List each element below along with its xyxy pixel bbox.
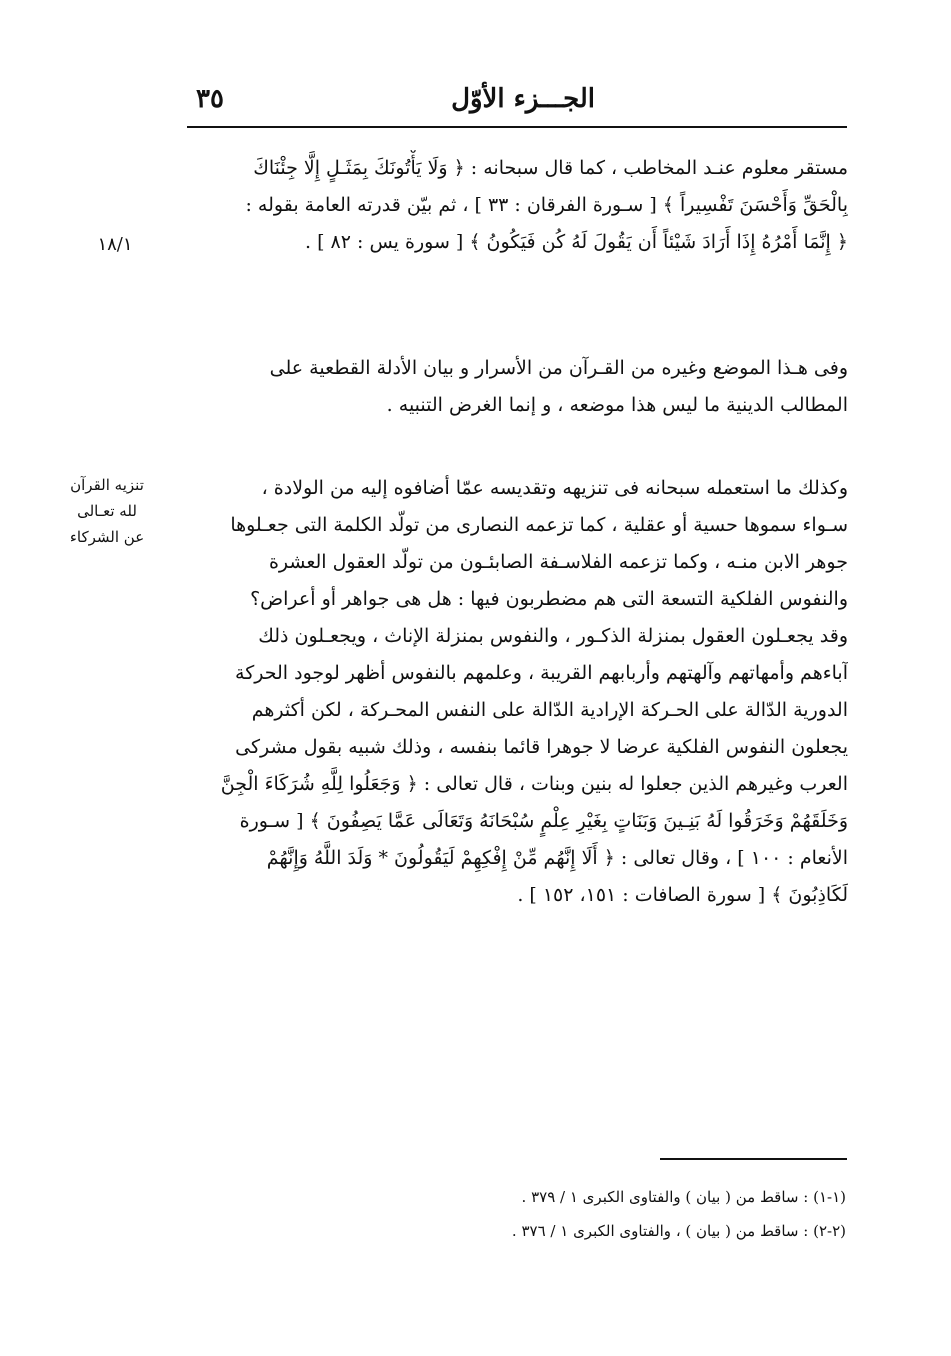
paragraph-2	[188, 350, 848, 424]
margin-note-reference: ١٨/١	[97, 234, 133, 255]
text-line: وَخَلَقَهُمْ وَخَرَقُوا لَهُ بَنِـينَ وَبَنَاتٍ بِغَيْرِ عِلْمٍ سُبْحَانَهُ وَتَعَالَى عَمَّا يَصِفُونَ ﴾ [ سـورة	[239, 810, 848, 832]
footnotes	[390, 1180, 846, 1248]
text-line: يجعلون النفوس الفلكية عرضا لا جوهرا قائما بنفسه ، وذلك شبيه بقول مشركى	[235, 736, 848, 758]
text-line: العرب وغيرهم الذين جعلوا له بنين وبنات ، قال تعالى : ﴿ وَجَعَلُوا لِلَّهِ شُرَكَاءَ الْجِنَّ	[220, 773, 848, 795]
text-line: سـواء سموها حسية أو عقلية ، كما تزعمه النصارى من تولّد الكلمة التى جعـلوها	[230, 514, 848, 536]
text-line: ﴿ إِنَّمَا أَمْرُهُ إِذَا أَرَادَ شَيْئاً أَن يَقُولَ لَهُ كُن فَيَكُونُ ﴾ [ سورة يس : ٨٢ ] .	[305, 231, 848, 253]
text-line: وقد يجعـلون العقول بمنزلة الذكـور ، والنفوس بمنزلة الإناث ، ويجعـلون ذلك	[258, 625, 848, 647]
text-line: جوهر الابن منـه ، وكما تزعمه الفلاسـفة الصابئـون من تولّد العقول العشرة	[268, 551, 848, 573]
text-line: مستقر معلوم عنـد المخاطب ، كما قال سبحانه : ﴿ وَلَا يَأْتُونَكَ بِمَثَـلٍ إِلَّا جِئْنَاكَ	[253, 157, 848, 179]
paragraph-3	[188, 470, 848, 914]
text-line: وفى هـذا الموضع وغيره من القـرآن من الأسرار و بيان الأدلة القطعية على	[269, 357, 848, 379]
margin-note-heading	[52, 472, 162, 550]
margin-note-line: تنزيه القرآن	[70, 476, 144, 494]
paragraph-1	[188, 150, 848, 261]
text-line: بِالْحَقِّ وَأَحْسَنَ تَفْسِيراً ﴾ [ سـورة الفرقان : ٣٣ ] ، ثم بيّن قدرته العامة بقوله :	[245, 194, 848, 216]
footnote-rule	[660, 1158, 847, 1160]
header-rule	[187, 126, 847, 128]
text-line: الدورية الدّالة على الحـركة الإرادية الدّالة على النفس المحـركة ، لكن أكثرهم	[251, 699, 848, 721]
text-line: والنفوس الفلكية التسعة التى هم مضطربون فيها : هل هى جواهر أو أعراض؟	[250, 588, 848, 610]
text-line: لَكَاذِبُونَ ﴾ [ سورة الصافات : ١٥١، ١٥٢ ] .	[517, 884, 848, 906]
running-title: الجـــزء الأوّل	[451, 84, 595, 114]
text-line: وكذلك ما استعمله سبحانه فى تنزيهه وتقديسه عمّا أضافوه إليه من الولادة ،	[261, 477, 848, 499]
page-number: ٣٥	[196, 84, 224, 114]
footnote: (٢-٢) : ساقط من ( بيان ) ، والفتاوى الكبرى ١ / ٣٧٦ .	[511, 1222, 846, 1240]
text-line: آباءهم وأمهاتهم وآلهتهم وأربابهم القريبة ، وعلمهم بالنفوس أظهر لوجود الحركة	[235, 662, 848, 684]
text-line: المطالب الدينية ما ليس هذا موضعه ، و إنما الغرض التنبيه .	[386, 394, 848, 416]
margin-note-line: عن الشركاء	[69, 528, 145, 546]
text-line: الأنعام : ١٠٠ ] ، وقال تعالى : ﴿ أَلَا إِنَّهُم مِّنْ إِفْكِهِمْ لَيَقُولُونَ * وَلَدَ اللَّهُ وَإِنَّهُمْ	[266, 847, 848, 869]
margin-note-line: لله تعـالى	[77, 502, 137, 520]
page-header	[190, 84, 845, 124]
footnote: (١-١) : ساقط من ( بيان ) والفتاوى الكبرى ١ / ٣٧٩ .	[521, 1188, 846, 1206]
